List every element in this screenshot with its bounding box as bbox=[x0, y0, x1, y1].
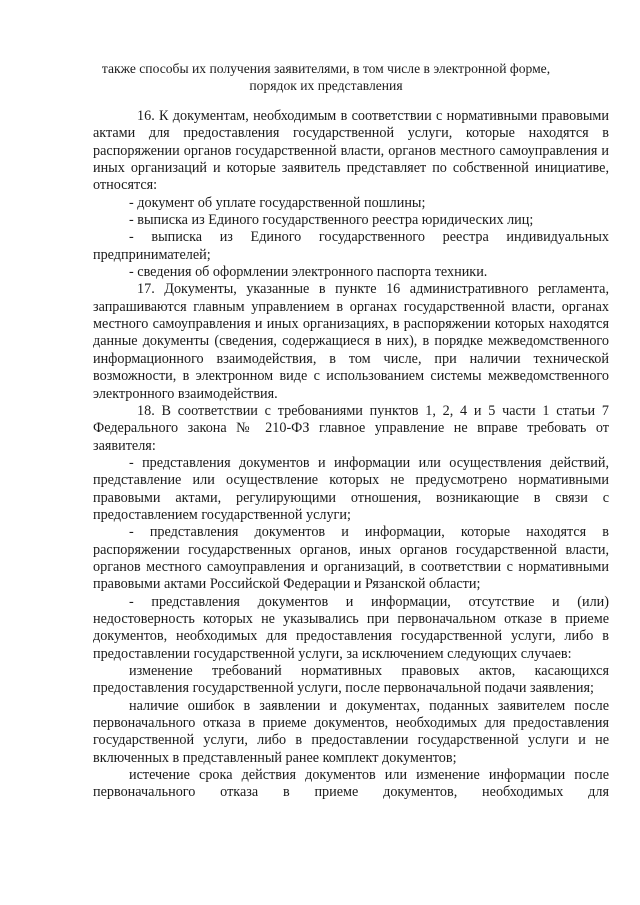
case-expiry-of-documents: истечение срока действия документов или изменение информации после первоначального отказа в приеме документов, необходимых для bbox=[93, 767, 609, 801]
list-item-electronic-passport: - сведения об оформлении электронного паспорта техники. bbox=[129, 264, 488, 281]
list-item-state-fee: - документ об уплате государственной пошлины; bbox=[129, 194, 426, 211]
list-item-not-specified-at-refusal: - представления документов и информации, отсутствие и (или) недостоверность которых не указывались при первоначальном отказе в приеме документов, необходимых для предоставления государственной услуги, либо в предоставлении государственной услуги, за исключением следующих случаев: bbox=[93, 593, 609, 662]
list-item-entrepreneurs-extract: - выписка из Единого государственного реестра индивидуальных предпринимателей; bbox=[93, 229, 609, 263]
paragraph-18: 18. В соответствии с требованиями пунктов 1, 2, 4 и 5 части 1 статьи 7 Федерального закона № 210-ФЗ главное управление не вправе требовать от заявителя: bbox=[93, 402, 609, 454]
paragraph-17: 17. Документы, указанные в пункте 16 административного регламента, запрашиваются главным управлением в органах государственной власти, органах местного самоуправления и иных организациях, в распоряжении которых находятся данные документы (сведения, содержащиеся в них), в порядке межведомственного информационного взаимодействия, в том числе, при наличии технической возможности, в электронном виде с использованием системы межведомственного электронного взаимодействия. bbox=[93, 281, 609, 402]
document-body bbox=[93, 108, 609, 802]
section-heading bbox=[60, 60, 592, 94]
list-item-unregulated-documents: - представления документов и информации или осуществления действий, представление или осуществление которых не предусмотрено нормативными правовыми актами, регулирующими отношения, возникающие в связи с предоставлением государственной услуги; bbox=[93, 454, 609, 523]
list-item-documents-in-possession: - представления документов и информации, которые находятся в распоряжении государственных органов, иных органов государственной власти, органов местного самоуправления и организаций, в соответствии с нормативными правовыми актами Российской Федерации и Рязанской области; bbox=[93, 524, 609, 593]
paragraph-16: 16. К документам, необходимым в соответствии с нормативными правовыми актами для предоставления государственной услуги, которые находятся в распоряжении органов государственной власти, органов местного самоуправления и иных организаций и которые заявитель представляет по собственной инициативе, относятся: bbox=[93, 108, 609, 194]
heading-line-1: также способы их получения заявителями, в том числе в электронной форме, bbox=[101, 61, 551, 76]
list-item-legal-entities-extract: - выписка из Единого государственного реестра юридических лиц; bbox=[129, 212, 534, 229]
heading-line-2: порядок их представления bbox=[249, 78, 403, 93]
case-errors-in-application: наличие ошибок в заявлении и документах, поданных заявителем после первоначального отказа в приеме документов, необходимых для предоставления государственной услуги, либо в предоставлении государственной услуги и не включенных в представленный ранее комплект документов; bbox=[93, 697, 609, 766]
case-requirements-change: изменение требований нормативных правовых актов, касающихся предоставления государственной услуги, после первоначальной подачи заявления; bbox=[93, 663, 609, 697]
